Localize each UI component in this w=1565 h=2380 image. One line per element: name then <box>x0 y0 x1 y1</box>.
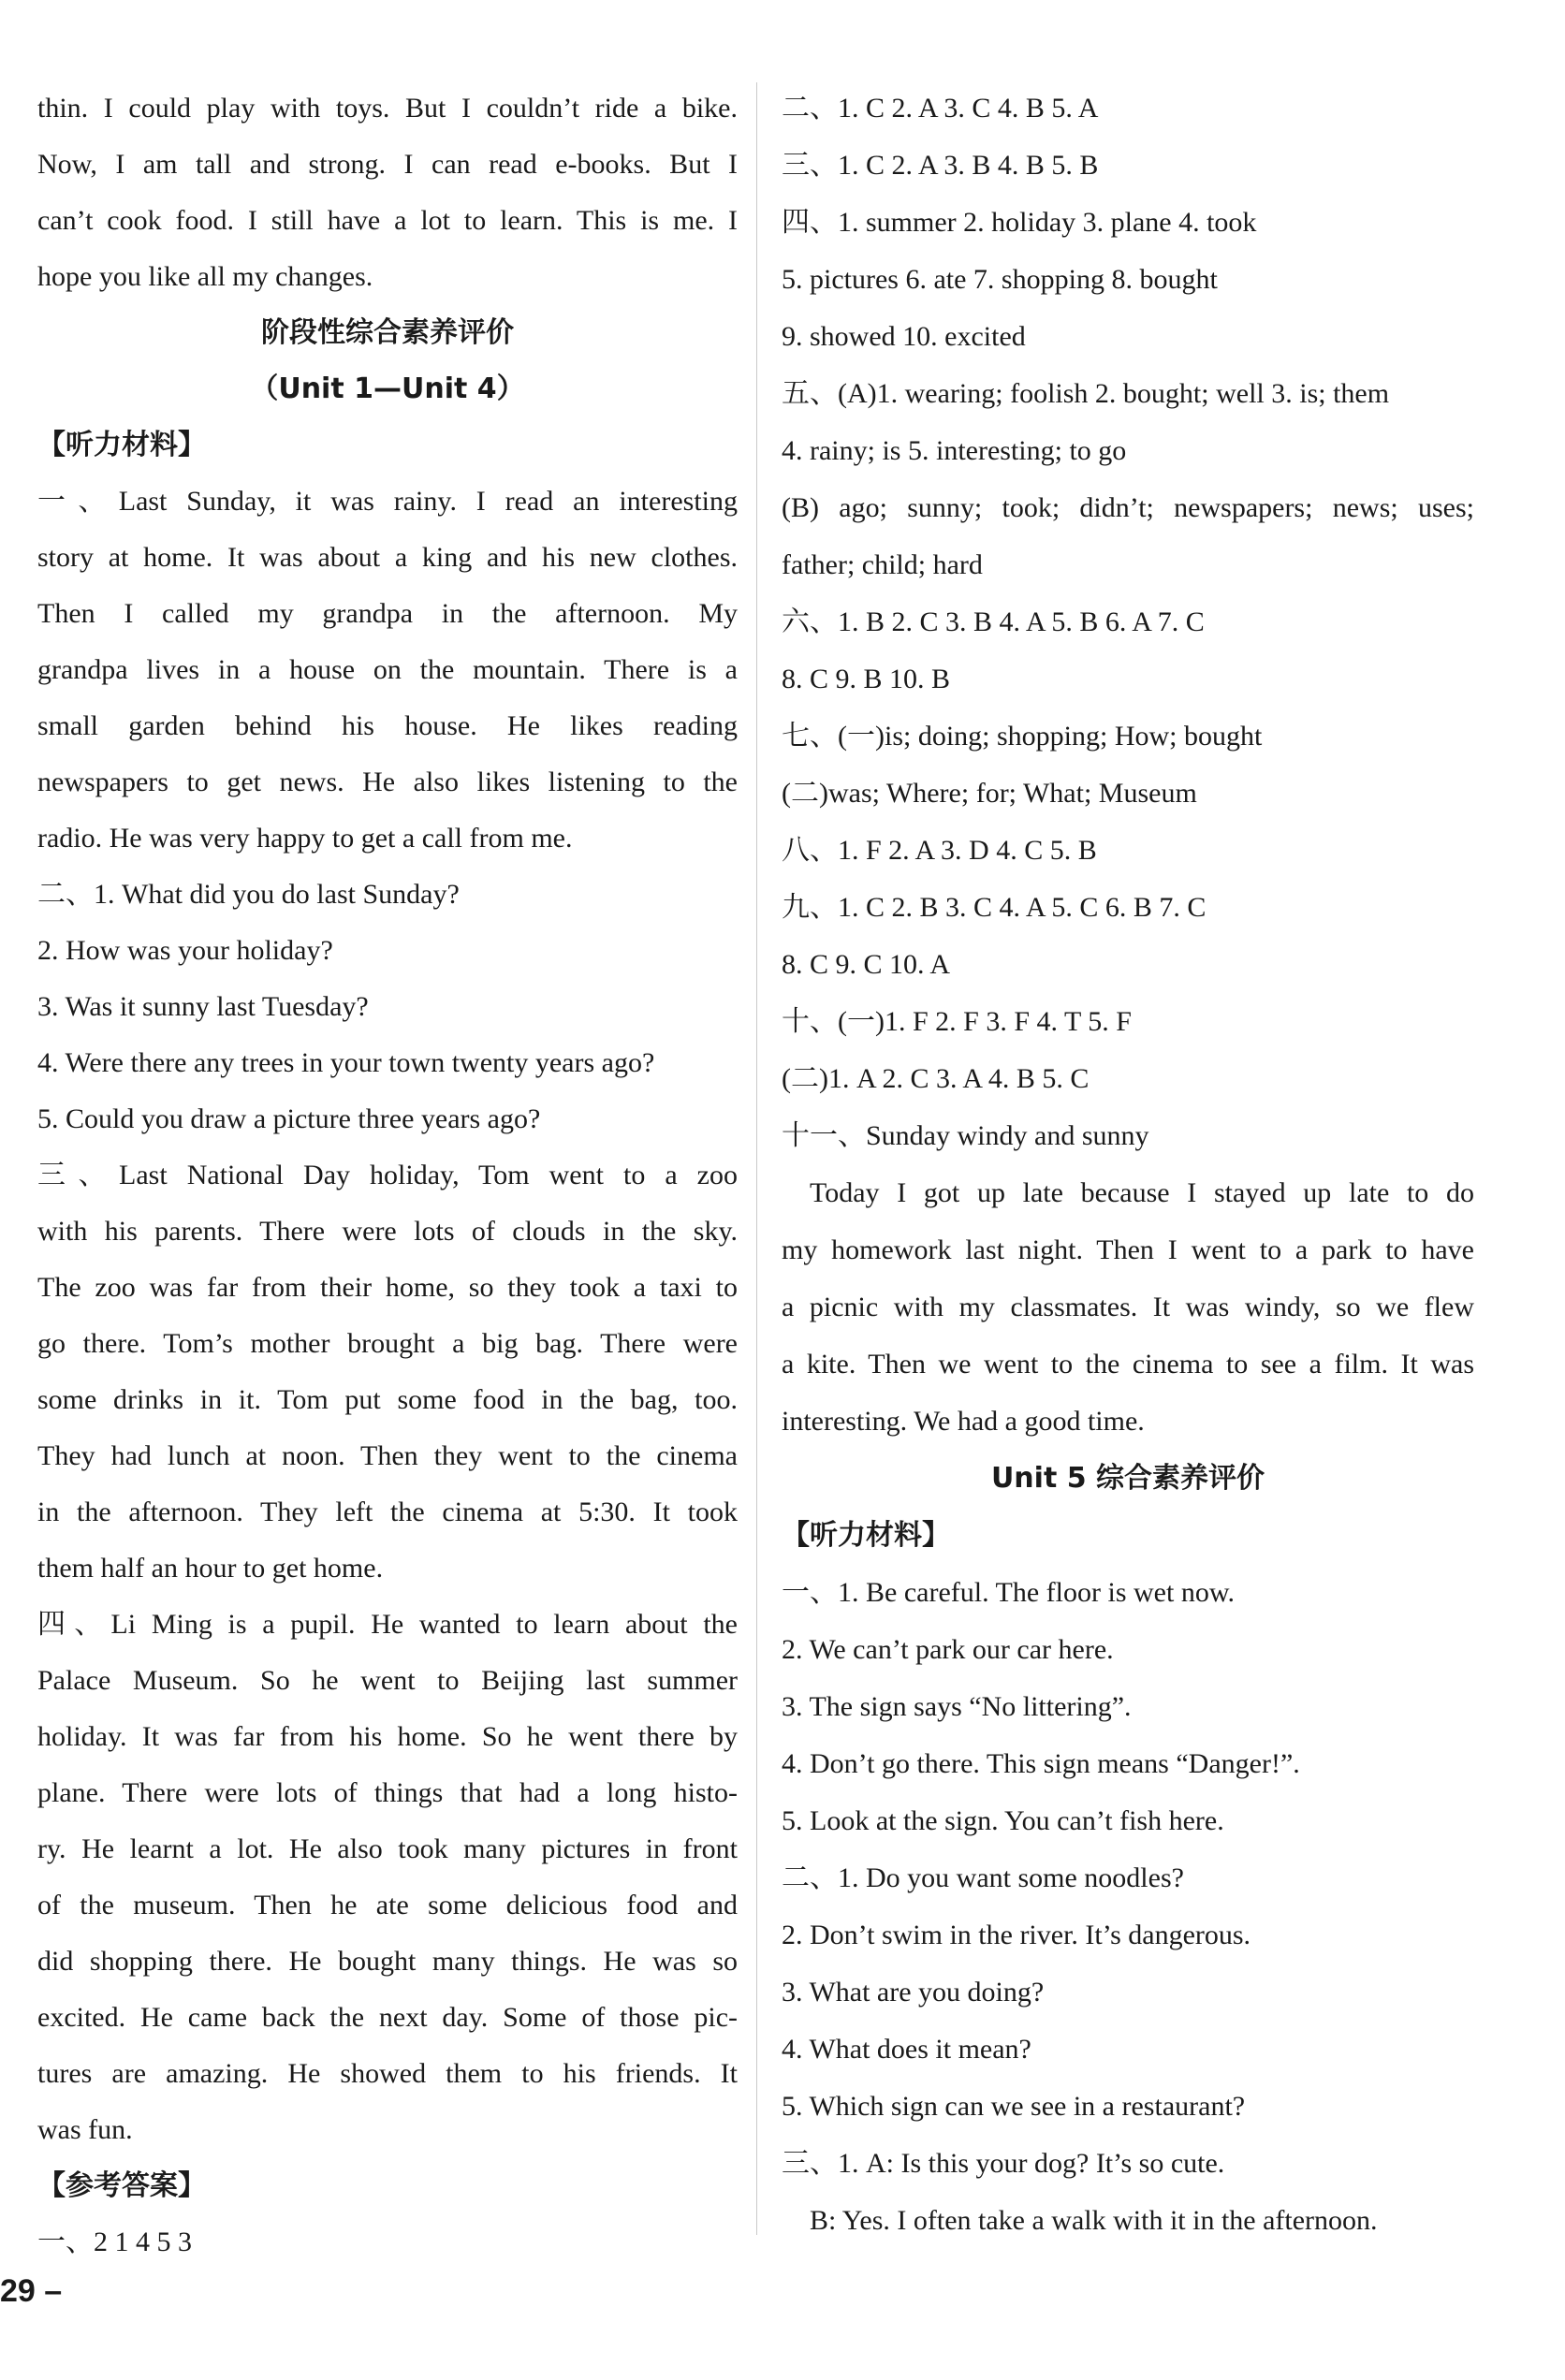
right-text-line: (B) ago; sunny; took; didn’t; newspapers; news; uses; <box>782 492 1474 523</box>
left-text-line: was fun. <box>37 2114 133 2145</box>
left-text-line: did shopping there. He bought many things. He was so <box>37 1946 738 1977</box>
left-text-line: can’t cook food. I still have a lot to learn. This is me. I <box>37 205 738 236</box>
left-text-line: 四、Li Ming is a pupil. He wanted to learn about the <box>37 1609 738 1640</box>
left-text-line: thin. I could play with toys. But I couldn’t ride a bike. <box>37 93 738 124</box>
left-text-line: small garden behind his house. He likes reading <box>37 710 738 741</box>
right-text-line: 五、(A)1. wearing; foolish 2. bought; well 3. is; them <box>782 378 1390 409</box>
left-text-line: 5. Could you draw a picture three years ago? <box>37 1103 541 1134</box>
left-text-line: with his parents. There were lots of clouds in the sky. <box>37 1216 738 1247</box>
left-text-line: newspapers to get news. He also likes listening to the <box>37 767 738 797</box>
right-text-line: 8. C 9. B 10. B <box>782 664 951 694</box>
right-text-line: a kite. Then we went to the cinema to see a film. It was <box>782 1349 1474 1380</box>
left-text-line: Palace Museum. So he went to Beijing last summer <box>37 1665 738 1696</box>
right-text-line: 三、1. A: Is this your dog? It’s so cute. <box>782 2148 1225 2179</box>
right-text-line: 3. The sign says “No littering”. <box>782 1691 1132 1722</box>
left-text-line: of the museum. Then he ate some delicious food and <box>37 1890 738 1920</box>
right-text-line: 3. What are you doing? <box>782 1977 1045 2008</box>
left-text-line: Then I called my grandpa in the afternoon. My <box>37 598 738 629</box>
left-text-line: 4. Were there any trees in your town twenty years ago? <box>37 1047 655 1078</box>
left-text-line: 阶段性综合素养评价 <box>261 316 514 349</box>
left-text-line: radio. He was very happy to get a call from me. <box>37 823 573 854</box>
right-text-line: 三、1. C 2. A 3. B 4. B 5. B <box>782 150 1099 181</box>
left-text-line: 3. Was it sunny last Tuesday? <box>37 991 369 1022</box>
left-text-line: plane. There were lots of things that had a long histo- <box>37 1777 738 1808</box>
right-text-line: 2. Don’t swim in the river. It’s dangerous. <box>782 1920 1251 1950</box>
left-text-line: story at home. It was about a king and his new clothes. <box>37 542 738 573</box>
right-text-line: 十、(一)1. F 2. F 3. F 4. T 5. F <box>782 1006 1132 1037</box>
right-text-line: (二)was; Where; for; What; Museum <box>782 778 1197 809</box>
right-text-line: 4. Don’t go there. This sign means “Danger!”. <box>782 1748 1300 1779</box>
right-text-line: B: Yes. I often take a walk with it in the afternoon. <box>810 2205 1378 2236</box>
left-text-line: hope you like all my changes. <box>37 261 373 292</box>
right-text-line: 5. pictures 6. ate 7. shopping 8. bought <box>782 264 1218 295</box>
left-text-line: 【听力材料】 <box>37 429 206 461</box>
left-text-line: tures are amazing. He showed them to his friends. It <box>37 2058 738 2089</box>
left-text-line: （Unit 1—Unit 4） <box>250 372 525 405</box>
left-text-line: 一、Last Sunday, it was rainy. I read an interesting <box>37 486 738 517</box>
left-text-line: 一、2 1 4 5 3 <box>37 2227 192 2257</box>
right-text-line: 4. rainy; is 5. interesting; to go <box>782 435 1127 466</box>
left-text-line: Now, I am tall and strong. I can read e-books. But I <box>37 149 738 180</box>
right-text-line: interesting. We had a good time. <box>782 1406 1145 1437</box>
right-text-line: 4. What does it mean? <box>782 2034 1031 2065</box>
right-text-line: 十一、Sunday windy and sunny <box>782 1120 1149 1151</box>
right-text-line: 七、(一)is; doing; shopping; How; bought <box>782 721 1263 752</box>
left-text-line: excited. He came back the next day. Some of those pic- <box>37 2002 738 2033</box>
right-text-line: a picnic with my classmates. It was windy, so we flew <box>782 1292 1474 1322</box>
right-text-line: 5. Which sign can we see in a restaurant? <box>782 2091 1246 2122</box>
right-text-line: 8. C 9. C 10. A <box>782 949 951 980</box>
column-divider <box>756 82 757 2235</box>
right-text-line: 四、1. summer 2. holiday 3. plane 4. took <box>782 207 1257 238</box>
left-text-line: grandpa lives in a house on the mountain. There is a <box>37 654 738 685</box>
left-text-line: They had lunch at noon. Then they went to the cinema <box>37 1440 738 1471</box>
left-text-line: The zoo was far from their home, so they took a taxi to <box>37 1272 738 1303</box>
right-text-line: 二、1. C 2. A 3. C 4. B 5. A <box>782 93 1099 124</box>
right-text-line: my homework last night. Then I went to a park to have <box>782 1234 1474 1265</box>
right-text-line: 9. showed 10. excited <box>782 321 1026 352</box>
left-text-line: ry. He learnt a lot. He also took many pictures in front <box>37 1833 738 1864</box>
right-text-line: 【听力材料】 <box>782 1519 950 1552</box>
left-text-line: 三、Last National Day holiday, Tom went to a zoo <box>37 1160 738 1190</box>
left-text-line: 二、1. What did you do last Sunday? <box>37 879 460 910</box>
left-text-line: holiday. It was far from his home. So he went there by <box>37 1721 738 1752</box>
right-text-line: 2. We can’t park our car here. <box>782 1634 1114 1665</box>
right-text-line: 九、1. C 2. B 3. C 4. A 5. C 6. B 7. C <box>782 892 1207 923</box>
left-text-line: go there. Tom’s mother brought a big bag. There were <box>37 1328 738 1359</box>
left-text-line: 【参考答案】 <box>37 2169 206 2202</box>
right-text-line: 一、1. Be careful. The floor is wet now. <box>782 1577 1236 1608</box>
right-text-line: Unit 5 综合素养评价 <box>990 1462 1265 1495</box>
right-text-line: 5. Look at the sign. You can’t fish here. <box>782 1805 1224 1836</box>
right-text-line: 八、1. F 2. A 3. D 4. C 5. B <box>782 835 1097 866</box>
left-text-line: them half an hour to get home. <box>37 1553 384 1584</box>
left-text-line: in the afternoon. They left the cinema at 5:30. It took <box>37 1497 738 1527</box>
right-text-line: Today I got up late because I stayed up late to do <box>810 1177 1474 1208</box>
left-text-line: 2. How was your holiday? <box>37 935 333 966</box>
right-text-line: 六、1. B 2. C 3. B 4. A 5. B 6. A 7. C <box>782 606 1205 637</box>
left-text-line: some drinks in it. Tom put some food in the bag, too. <box>37 1384 738 1415</box>
right-text-line: father; child; hard <box>782 549 983 580</box>
right-text-line: (二)1. A 2. C 3. A 4. B 5. C <box>782 1063 1090 1094</box>
page-number: 29 – <box>0 2273 63 2309</box>
right-text-line: 二、1. Do you want some noodles? <box>782 1862 1184 1893</box>
